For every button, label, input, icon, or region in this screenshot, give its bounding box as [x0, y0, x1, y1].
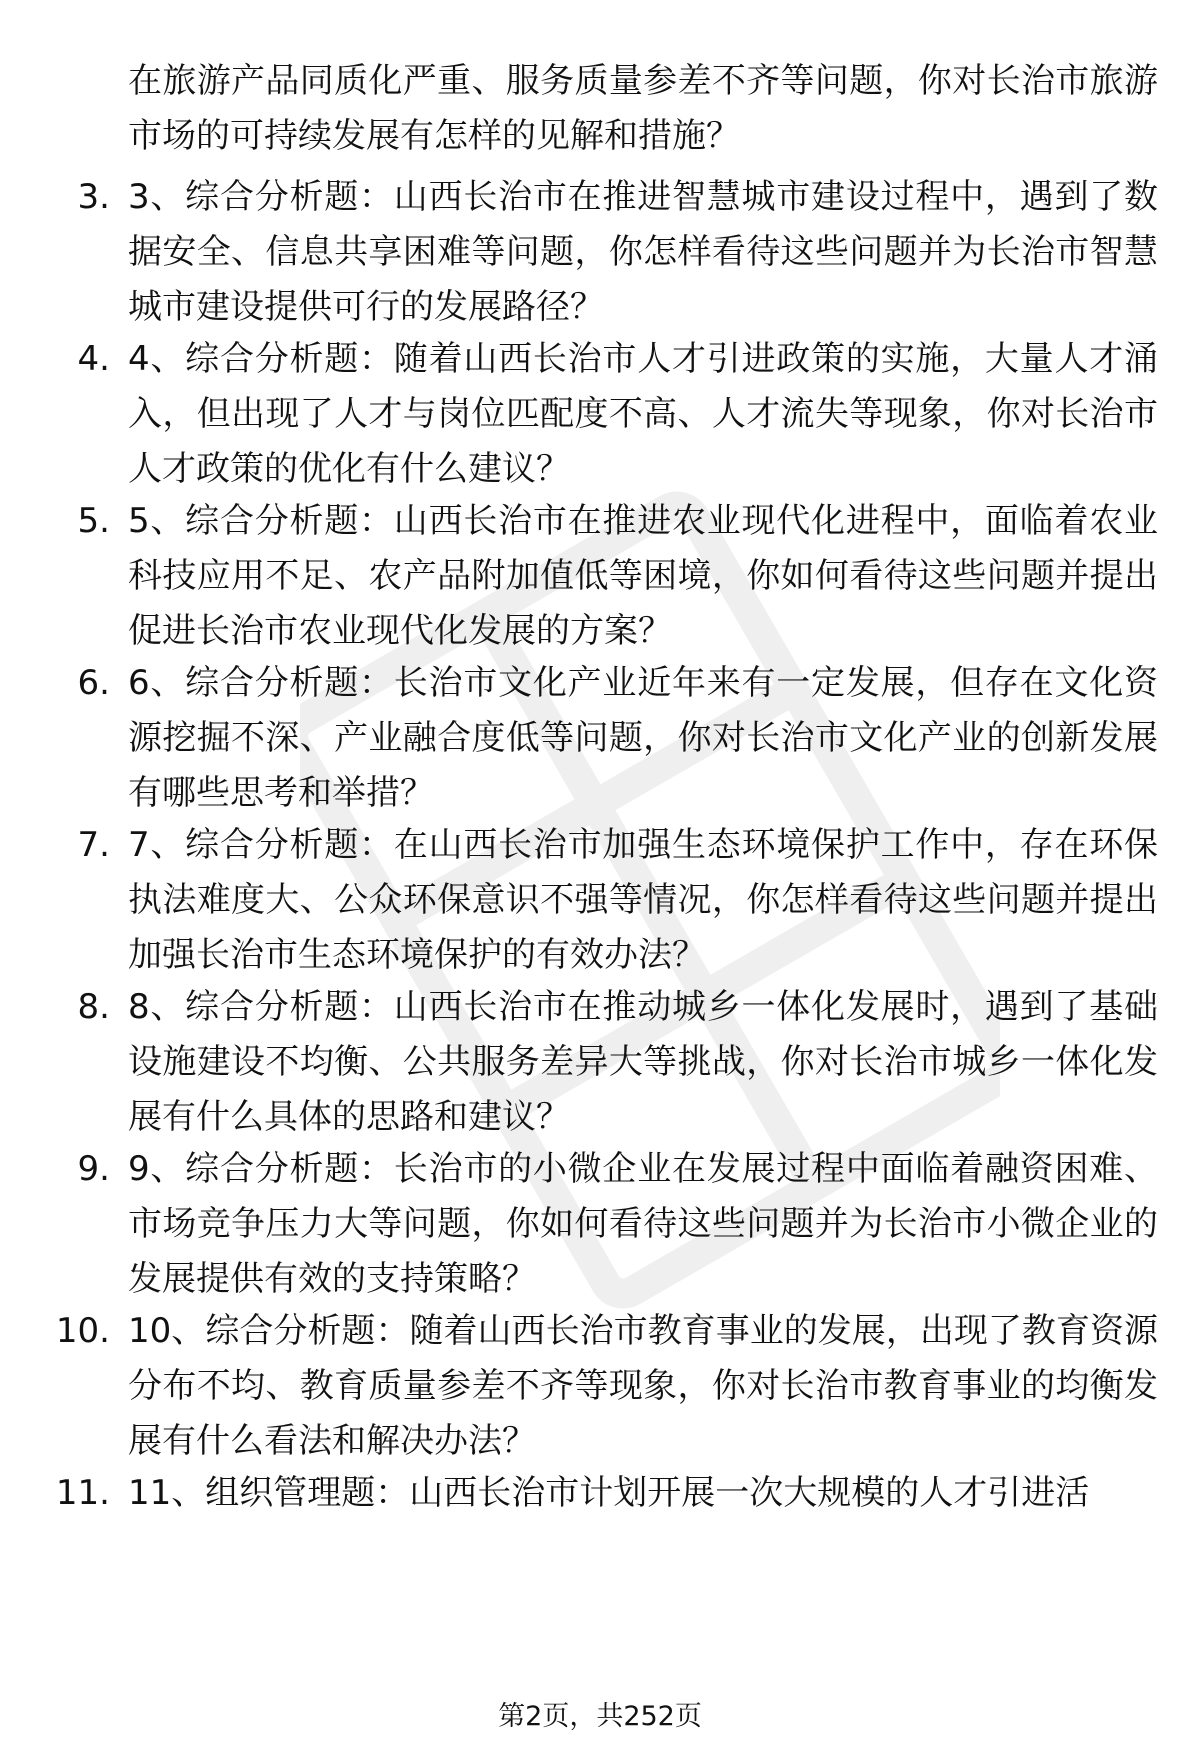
- list-number: 8.: [77, 987, 110, 1027]
- question-text: 9、综合分析题：长治市的小微企业在发展过程中面临着融资困难、市场竞争压力大等问题，你如何看待这些问题并为长治市小微企业的发展提供有效的支持策略？: [128, 1149, 1158, 1299]
- question-text: 8、综合分析题：山西长治市在推动城乡一体化发展时，遇到了基础设施建设不均衡、公共服务差异大等挑战，你对长治市城乡一体化发展有什么具体的思路和建议？: [128, 987, 1158, 1137]
- list-number: 6.: [77, 663, 110, 703]
- question-text: 5、综合分析题：山西长治市在推进农业现代化进程中，面临着农业科技应用不足、农产品附加值低等困境，你如何看待这些问题并提出促进长治市农业现代化发展的方案？: [128, 501, 1158, 651]
- list-number: 7.: [77, 825, 110, 865]
- question-text: 10、综合分析题：随着山西长治市教育事业的发展，出现了教育资源分布不均、教育质量参差不齐等现象，你对长治市教育事业的均衡发展有什么看法和解决办法？: [128, 1311, 1158, 1461]
- page-footer: 第2页，共252页: [498, 1701, 702, 1732]
- list-number: 5.: [77, 501, 110, 541]
- question-text: 7、综合分析题：在山西长治市加强生态环境保护工作中，存在环保执法难度大、公众环保意识不强等情况，你怎样看待这些问题并提出加强长治市生态环境保护的有效办法？: [128, 825, 1158, 975]
- question-text: 11、组织管理题：山西长治市计划开展一次大规模的人才引进活: [128, 1473, 1090, 1513]
- list-number: 9.: [77, 1149, 110, 1189]
- list-number: 10.: [55, 1311, 110, 1351]
- question-text: 4、综合分析题：随着山西长治市人才引进政策的实施，大量人才涌入，但出现了人才与岗位匹配度不高、人才流失等现象，你对长治市人才政策的优化有什么建议？: [128, 339, 1158, 489]
- question-text: 6、综合分析题：长治市文化产业近年来有一定发展，但存在文化资源挖掘不深、产业融合度低等问题，你对长治市文化产业的创新发展有哪些思考和举措？: [128, 663, 1158, 813]
- list-number: 3.: [77, 177, 110, 217]
- question-text: 3、综合分析题：山西长治市在推进智慧城市建设过程中，遇到了数据安全、信息共享困难等问题，你怎样看待这些问题并为长治市智慧城市建设提供可行的发展路径？: [128, 177, 1158, 327]
- list-number: 4.: [77, 339, 110, 379]
- list-number: 11.: [55, 1473, 110, 1513]
- question-text: 在旅游产品同质化严重、服务质量参差不齐等问题，你对长治市旅游市场的可持续发展有怎样的见解和措施？: [128, 61, 1158, 156]
